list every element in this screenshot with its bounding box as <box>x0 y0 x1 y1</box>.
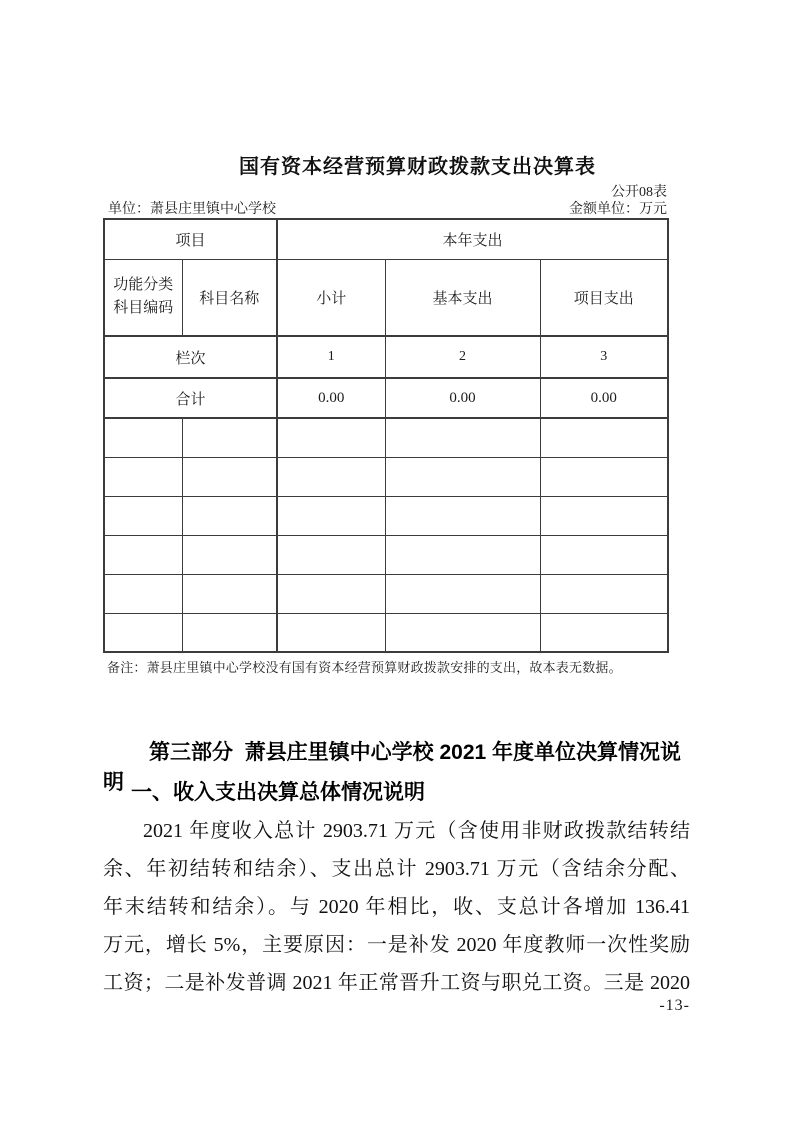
empty-cell <box>277 457 385 496</box>
header-cell-subject-name: 科目名称 <box>182 259 277 336</box>
empty-cell <box>540 457 668 496</box>
table-row-empty <box>104 574 668 613</box>
header-cell-function-code <box>104 259 182 336</box>
table-row <box>104 259 668 336</box>
amount-unit-label: 金额单位：万元 <box>569 202 667 217</box>
empty-cell <box>385 418 540 457</box>
paragraph-line: 工资；二是补发普调 2021 年正常晋升工资与职兑工资。三是 2020 <box>103 972 690 994</box>
table-row-empty <box>104 535 668 574</box>
table-note: 备注：萧县庄里镇中心学校没有国有资本经营预算财政拨款安排的支出，故本表无数据。 <box>107 660 622 675</box>
empty-cell <box>104 535 182 574</box>
header-cell-basic-expenditure: 基本支出 <box>385 259 540 336</box>
empty-cell <box>182 613 277 652</box>
paragraph-line: 万元，增长 5%，主要原因：一是补发 2020 年度教师一次性奖励 <box>103 934 690 956</box>
empty-cell <box>385 535 540 574</box>
table-row <box>104 336 668 378</box>
table-row-empty <box>104 496 668 535</box>
empty-cell <box>277 613 385 652</box>
section-heading: 一、收入支出决算总体情况说明 <box>131 781 425 804</box>
empty-cell <box>540 613 668 652</box>
header-cell-project-expenditure: 项目支出 <box>540 259 668 336</box>
form-code-label: 公开08表 <box>611 185 667 200</box>
empty-cell <box>540 418 668 457</box>
table-row-empty <box>104 613 668 652</box>
table-header-rows <box>104 219 668 418</box>
empty-cell <box>385 574 540 613</box>
expenditure-table <box>103 218 669 653</box>
paragraph-line: 余、年初结转和结余）、支出总计 2903.71 万元（含结余分配、 <box>103 858 690 880</box>
empty-cell <box>182 496 277 535</box>
empty-cell <box>385 496 540 535</box>
paragraph-line: 2021 年度收入总计 2903.71 万元（含使用非财政拨款结转结 <box>143 820 690 842</box>
column-index-label: 栏次 <box>104 336 277 378</box>
empty-cell <box>104 457 182 496</box>
report-title: 国有资本经营预算财政拨款支出决算表 <box>239 156 596 178</box>
empty-cell <box>104 496 182 535</box>
narrative-paragraph <box>103 812 690 1002</box>
empty-cell <box>540 496 668 535</box>
total-label: 合计 <box>104 378 277 418</box>
empty-cell <box>104 613 182 652</box>
paragraph-line: 年末结转和结余）。与 2020 年相比，收、支总计各增加 136.41 <box>103 896 690 918</box>
function-code-label: 功能分类科目编码 <box>113 277 174 317</box>
table-row-total <box>104 378 668 418</box>
empty-cell <box>540 535 668 574</box>
empty-cell <box>182 457 277 496</box>
total-basic-value: 0.00 <box>385 378 540 418</box>
header-cell-current-year: 本年支出 <box>277 219 668 259</box>
total-subtotal-value: 0.00 <box>277 378 385 418</box>
empty-cell <box>385 613 540 652</box>
table-meta-row <box>103 198 667 218</box>
empty-cell <box>182 418 277 457</box>
total-project-value: 0.00 <box>540 378 668 418</box>
empty-cell <box>182 535 277 574</box>
table-row-empty <box>104 418 668 457</box>
empty-cell <box>385 457 540 496</box>
column-number-3: 3 <box>540 336 668 378</box>
empty-cell <box>104 418 182 457</box>
empty-cell <box>277 574 385 613</box>
empty-cell <box>104 574 182 613</box>
column-number-1: 1 <box>277 336 385 378</box>
table-row-empty <box>104 457 668 496</box>
empty-cell <box>182 574 277 613</box>
header-cell-subtotal: 小计 <box>277 259 385 336</box>
header-cell-project: 项目 <box>104 219 277 259</box>
part-heading: 第三部分 萧县庄里镇中心学校 2021 年度单位决算情况说明 <box>103 741 682 794</box>
column-number-2: 2 <box>385 336 540 378</box>
empty-rows <box>104 418 668 652</box>
unit-label: 单位：萧县庄里镇中心学校 <box>108 202 276 217</box>
empty-cell <box>277 535 385 574</box>
table-row <box>104 219 668 259</box>
page-number: -13- <box>659 997 690 1014</box>
empty-cell <box>277 418 385 457</box>
empty-cell <box>540 574 668 613</box>
empty-cell <box>277 496 385 535</box>
